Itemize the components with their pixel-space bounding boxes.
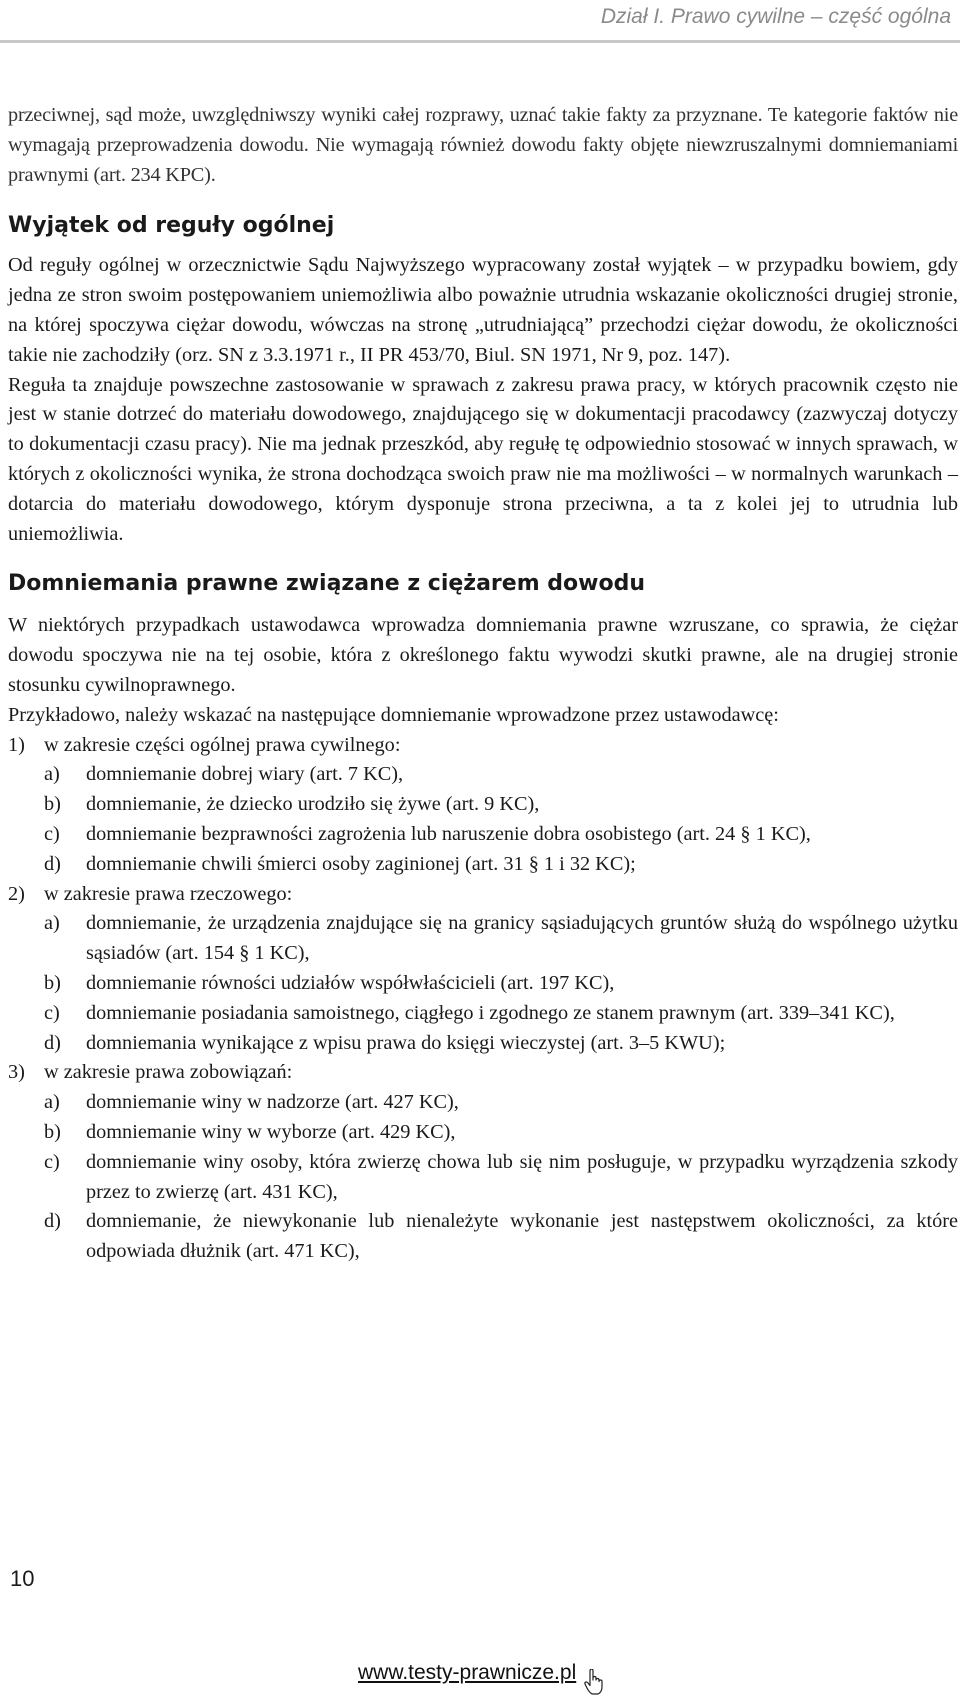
- sub-list-item: [8, 999, 958, 1029]
- paragraph: Od reguły ogólnej w orzecznictwie Sądu Najwyższego wypracowany został wyjątek – w przypadku bowiem, gdy jedna ze stron swoim postępowaniem uniemożliwia albo poważnie utrudnia wskazanie okoliczności drugiej stronie, na której spoczywa ciężar dowodu, wówczas na stronę „utrudniającą” przechodzi ciężar dowodu, że okoliczności takie nie zachodziły (orz. SN z 3.3.1971 r., II PR 453/70, Biul. SN 1971, Nr 9, poz. 147).: [8, 254, 958, 366]
- list-marker: b): [44, 1120, 61, 1143]
- list-marker: 3): [8, 1061, 25, 1084]
- sub-list-item: [8, 909, 958, 969]
- list-marker: 2): [8, 882, 25, 905]
- list-marker: 1): [8, 733, 25, 756]
- running-header: Dział I. Prawo cywilne – część ogólna: [600, 5, 951, 28]
- list-item-text: w zakresie prawa rzeczowego:: [44, 882, 293, 905]
- website-link[interactable]: www.testy-prawnicze.pl: [358, 1661, 577, 1684]
- sub-list-item: [8, 820, 958, 850]
- hand-pointer-icon[interactable]: [584, 1669, 604, 1700]
- list-item-text: domniemanie bezprawności zagrożenia lub naruszenie dobra osobistego (art. 24 § 1 KC),: [86, 822, 811, 845]
- list-item-text: domniemanie chwili śmierci osoby zaginionej (art. 31 § 1 i 32 KC);: [86, 852, 636, 875]
- paragraph: Reguła ta znajduje powszechne zastosowanie w sprawach z zakresu prawa pracy, w których pracownik często nie jest w stanie dotrzeć do materiału dowodowego, znajdującego się w dokumentacji pracodawcy (zazwyczaj dotyczy to dokumentacji czasu pracy). Nie ma jednak przeszkód, aby regułę tę odpowiednio stosować w innych sprawach, w których z okoliczności wynika, że strona dochodząca swoich praw nie ma możliwości – w normalnych warunkach – dotarcia do materiału dowodowego, którym dysponuje strona przeciwna, a ta z kolei jej to utrudnia lub uniemożliwia.: [8, 373, 958, 545]
- paragraph: Przykładowo, należy wskazać na następujące domniemanie wprowadzone przez ustawodawcę:: [8, 703, 779, 726]
- list-item-text: domniemanie, że dziecko urodziło się żywe (art. 9 KC),: [86, 793, 540, 816]
- page-content: [8, 101, 958, 1267]
- list-marker: d): [44, 1031, 61, 1054]
- list-item-text: domniemanie winy w wyborze (art. 429 KC),: [86, 1120, 456, 1143]
- list-item-text: domniemanie, że urządzenia znajdujące się na granicy sąsiadujących gruntów służą do wspólnego użytku sąsiadów (art. 154 § 1 KC),: [86, 912, 958, 965]
- list-marker: c): [44, 822, 60, 845]
- list-item-text: domniemanie, że niewykonanie lub nienależyte wykonanie jest następstwem okoliczności, za które odpowiada dłużnik (art. 471 KC),: [86, 1210, 958, 1263]
- sub-list-item: [8, 969, 958, 999]
- section-heading-exception: Wyjątek od reguły ogólnej: [8, 213, 335, 239]
- presumption-list: [8, 731, 958, 1267]
- list-item-text: domniemanie dobrej wiary (art. 7 KC),: [86, 763, 404, 786]
- list-item: [8, 880, 958, 910]
- list-item: [8, 1058, 958, 1088]
- list-item-text: w zakresie prawa zobowiązań:: [44, 1061, 293, 1084]
- list-item: [8, 731, 958, 761]
- list-marker: b): [44, 793, 61, 816]
- sub-list-item: [8, 1118, 958, 1148]
- list-marker: b): [44, 971, 61, 994]
- sub-list-item: [8, 850, 958, 880]
- sub-list-item: [8, 1148, 958, 1208]
- list-marker: a): [44, 912, 60, 935]
- sub-list-item: [8, 760, 958, 790]
- list-item-text: domniemania wynikające z wpisu prawa do księgi wieczystej (art. 3–5 KWU);: [86, 1031, 726, 1054]
- list-item-text: domniemanie posiadania samoistnego, ciągłego i zgodnego ze stanem prawnym (art. 339–341 KC),: [86, 1001, 895, 1024]
- list-marker: d): [44, 1210, 61, 1233]
- sub-list-item: [8, 790, 958, 820]
- intro-paragraph: przeciwnej, sąd może, uwzględniwszy wyniki całej rozprawy, uznać takie fakty za przyznane. Te kategorie faktów nie wymagają przeprowadzenia dowodu. Nie wymagają również dowodu fakty objęte niewzruszalnymi domniemaniami prawnymi (art. 234 KPC).: [8, 104, 958, 186]
- page-number: 10: [10, 1566, 35, 1591]
- list-marker: a): [44, 1091, 60, 1114]
- sub-list-item: [8, 1029, 958, 1059]
- section-heading-presumptions: Domniemania prawne związane z ciężarem dowodu: [8, 571, 646, 597]
- sub-list-item: [8, 1088, 958, 1118]
- header-rule: [0, 40, 960, 43]
- list-marker: a): [44, 763, 60, 786]
- sub-list-item: [8, 1207, 958, 1267]
- paragraph: W niektórych przypadkach ustawodawca wprowadza domniemania prawne wzruszane, co sprawia, że ciężar dowodu spoczywa nie na tej osobie, która z określonego faktu wywodzi skutki prawne, ale na drugiej stronie stosunku cywilnoprawnego.: [8, 614, 958, 696]
- list-item-text: domniemanie winy w nadzorze (art. 427 KC),: [86, 1091, 459, 1114]
- list-item-text: w zakresie części ogólnej prawa cywilnego:: [44, 733, 401, 756]
- list-marker: c): [44, 1001, 60, 1024]
- list-marker: c): [44, 1150, 60, 1173]
- list-item-text: domniemanie równości udziałów współwłaścicieli (art. 197 KC),: [86, 971, 615, 994]
- list-item-text: domniemanie winy osoby, która zwierzę chowa lub się nim posługuje, w przypadku wyrządzenia szkody przez to zwierzę (art. 431 KC),: [86, 1150, 958, 1203]
- list-marker: d): [44, 852, 61, 875]
